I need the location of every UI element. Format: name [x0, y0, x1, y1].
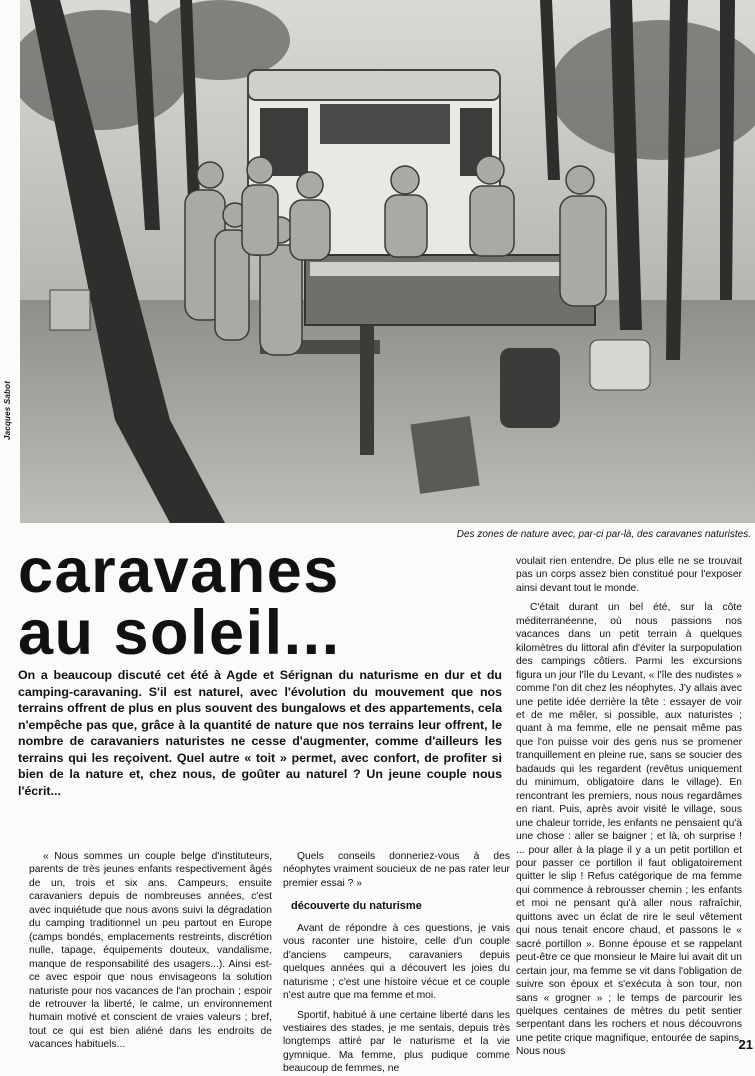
paragraph: Quels conseils donneriez-vous à des néophytes vraiment soucieux de ne pas rater leur premier essai ? »	[283, 851, 510, 889]
campsite-photo	[20, 0, 755, 523]
section-heading: découverte du naturisme	[291, 900, 422, 913]
article-lead: On a beaucoup discuté cet été à Agde et Sérignan du naturisme en dur et du camping-caravaning. S'il est naturel, avec l'évolution du mouvement que nos terrains offrent de plus en plus souvent des bungalows et des appartements, cela n'empêche pas que, grâce à la quantité de nature que nos terrains leur offrent, le nombre de caravaniers naturistes ne cesse d'augmenter, comme d'ailleurs les terrains qui les reçoivent. Quel autre « toit » permet, avec confort, de profiter si bien de la nature et, chez nous, de goûter au naturel ? Un jeune couple nous l'écrit...	[18, 668, 502, 798]
paragraph: Avant de répondre à ces questions, je vais vous raconter une histoire, celle d'un couple d'anciens campeurs, caravaniers depuis quelques années qui a découvert les joies du naturisme ; c'est une histoire vécue et ce couple n'est autre que ma femme et moi.	[283, 922, 510, 1002]
article-title	[18, 536, 498, 668]
column-2	[283, 850, 510, 1076]
paragraph: C'était durant un bel été, sur la côte méditerranéenne, où nous passions nos vacances dans un petit terrain à quelques kilomètres du littoral afin d'éviter la surpopulation des campings côtiers. Parmi les excursions figura un jour l'île du Levant, « l'île des nudistes » comme l'on dit chez les néophytes. J'y allais avec une petite idée derrière la tête : essayer de voir et de me mêler, si possible, aux naturistes ; quant à ma femme, elle ne pensait même pas que l'on puisse voir des gens nus se promener tranquillement en pleine rue, sans se soucier des badauds qui les regardent (revêtus uniquement du minimum, obligatoire dans le village). En rencontrant les premiers, nous nous regardâmes en riant. Puis, après avoir visité le village, sous une chaleur torride, les enfants ne pensaient qu'à une chose : aller se baigner ; et là, oh surprise ! ... pour aller à la plage il y a un petit portillon et pour passer ce portillon il faut obligatoirement quitter le slip ! Refus catégorique de ma femme qui commence à rebrousser chemin ; les enfants et moi ne pensant qu'à aller nous rafraîchir, quittons avec un éclat de rire le seul vêtement qui nous tenait encore chaud, et passons le « sacré portillon ». Bonne épouse et se rappelant peut-être ce que monsieur le Maire lui avait dit un certain jour, ma femme se vit dans l'obligation de suivre son époux et s'exécuta à son tour, non sans « grogner » ; le temps de parcourir les quelques centaines de mètres du petit sentier serpentant dans les rochers et nous découvrons une petite crique magnifique, entourée de sapins. Nous nous	[516, 602, 742, 1058]
column-1	[29, 850, 272, 1052]
photo-illustration	[20, 0, 755, 523]
page-number: 21	[738, 1037, 753, 1052]
paragraph: Sportif, habitué à une certaine liberté dans les vestiaires des stades, je me sentais, depuis très longtemps attiré par le naturisme et la vie gymnique. Ma femme, plus pudique comme beaucoup de femmes, ne	[283, 1009, 510, 1075]
title-line-2: au soleil...	[18, 598, 341, 668]
paragraph: « Nous sommes un couple belge d'instituteurs, parents de très jeunes enfants respectivement âgés de un, trois et six ans. Campeurs, ensuite caravaniers depuis de nombreuses années, c'est avec inquiétude que nous avons suivi la dégradation du camping traditionnel un peu partout en Europe (camps bondés, emplacements restreints, discrétion nulle, tapage, équipements douteux, vandalisme, manque de responsabilité des usagers...). Ainsi est-ce avec espoir que nous envisageons la solution naturiste pour nos vacances de l'an prochain ; espoir de retrouver la liberté, le calme, un environnement humain motivé et conscient de vraies valeurs ; bref, tout ce qui est bien aliéné dans les endroits de vacances habituels...	[29, 851, 272, 1051]
photo-credit: Jacques Sabot	[3, 380, 12, 440]
column-3	[516, 555, 742, 1059]
paragraph: voulait rien entendre. De plus elle ne se trouvait pas un corps assez bien constitué pour l'exposer ainsi devant tout le monde.	[516, 556, 742, 594]
photo-caption: Des zones de nature avec, par-ci par-là, des caravanes naturistes.	[456, 529, 751, 540]
title-line-1: caravanes	[18, 536, 340, 606]
